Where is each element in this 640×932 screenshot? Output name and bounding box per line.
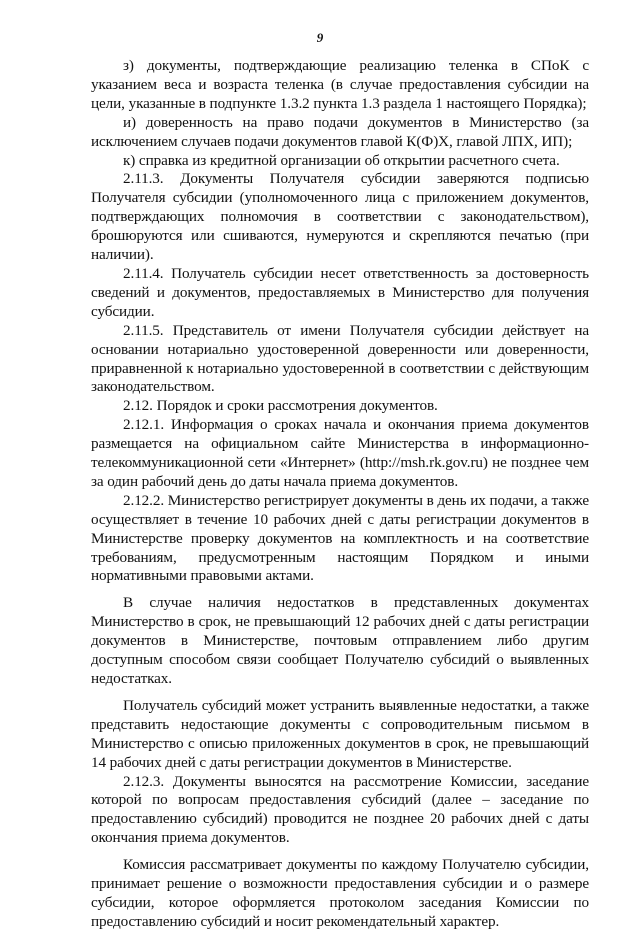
- paragraph-item-z: з) документы, подтверждающие реализацию теленка в СПоК с указанием веса и возраста теленка (в случае предоставления субсидии на цели, указанные в подпункте 1.3.2 пункта 1.3 раздела 1 настоящего Порядка);: [91, 57, 589, 112]
- paragraph-item-i: и) доверенность на право подачи документов в Министерство (за исключением случаев подачи документов главой К(Ф)Х, главой ЛПХ, ИП);: [91, 113, 589, 150]
- paragraph-2-11-4: 2.11.4. Получатель субсидии несет ответственность за достоверность сведений и документов, предоставляемых в Министерство для получения субсидии.: [91, 264, 589, 320]
- paragraph-commission: Комиссия рассматривает документы по каждому Получателю субсидии, принимает решение о возможности предоставления субсидии и о размере субсидии, которое оформляется протоколом заседания Комиссии по предоставлению субсидий и носит рекомендательный характер.: [91, 856, 589, 930]
- paragraph-deficiencies: В случае наличия недостатков в представленных документах Министерство в срок, не превышающий 12 рабочих дней с даты регистрации документов в Министерстве, почтовым отправлением либо другим доступным способом связи сообщает Получателю субсидий о выявленных недостатках.: [91, 594, 589, 687]
- paragraph-2-12-2: 2.12.2. Министерство регистрирует документы в день их подачи, а также осуществляет в течение 10 рабочих дней с даты регистрации документов в Министерстве проверку документов на комплектность и на соответствие требованиям, предусмотренным настоящим Порядком и иными нормативными правовыми актами.: [91, 491, 589, 585]
- paragraph-item-k: к) справка из кредитной организации об открытии расчетного счета.: [123, 151, 560, 169]
- paragraph-2-11-3: 2.11.3. Документы Получателя субсидии заверяются подписью Получателя субсидии (уполномоченного лица с приложением документов, подтверждающих полномочия в соответствии с законодательством), брошюруются или сшиваются, нумеруются и скрепляются печатью (при наличии).: [91, 170, 589, 264]
- paragraph-correction: Получатель субсидий может устранить выявленные недостатки, а также представить недостающие документы с сопроводительным письмом в Министерство с описью приложенных документов в срок, не превышающий 14 рабочих дней с даты регистрации документов в Министерстве.: [91, 696, 589, 771]
- paragraph-2-12-3: 2.12.3. Документы выносятся на рассмотрение Комиссии, заседание которой по вопросам предоставления субсидий (далее – заседание по предоставлению субсидий) проводится не позднее 20 рабочих дней с даты окончания приема документов.: [91, 772, 589, 847]
- paragraph-2-11-5: 2.11.5. Представитель от имени Получателя субсидии действует на основании нотариально удостоверенной доверенности или доверенности, приравненной к нотариально удостоверенной в соответствии с действующим законодательством.: [91, 321, 589, 396]
- document-body: [91, 57, 589, 932]
- paragraph-2-12-1: 2.12.1. Информация о сроках начала и окончания приема документов размещается на официальном сайте Министерства в информационно-телекоммуникационной сети «Интернет» (http://msh.rk.gov.ru) не позднее чем за один рабочий день до даты начала приема документов.: [91, 416, 589, 490]
- paragraph-2-12-heading: 2.12. Порядок и сроки рассмотрения документов.: [123, 397, 438, 415]
- page-number: 9: [316, 30, 324, 45]
